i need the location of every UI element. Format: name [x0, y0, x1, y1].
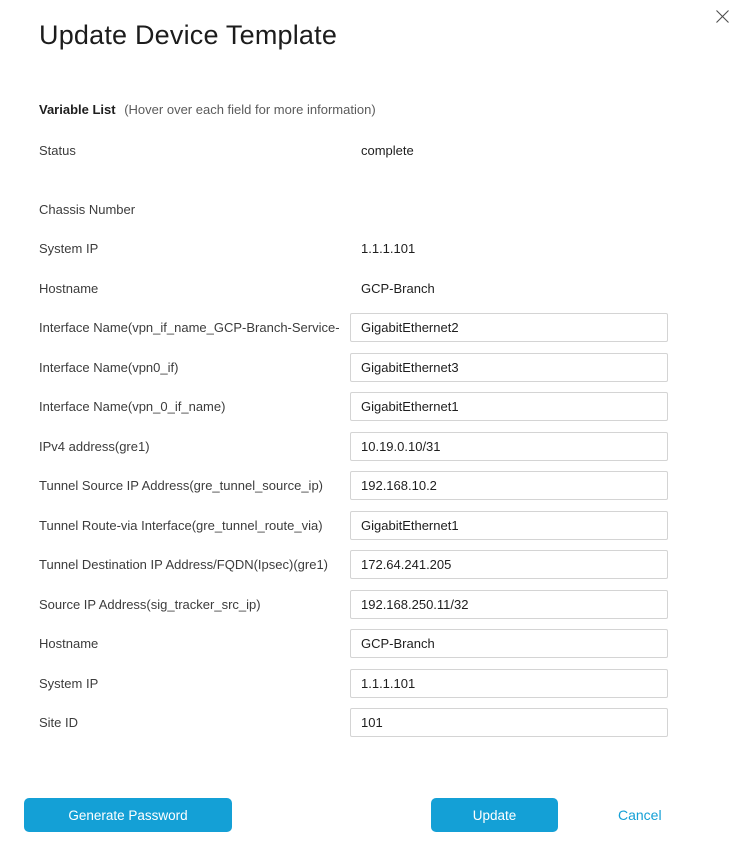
source-ip-address-sig-tracker-src-ip-input[interactable] [350, 590, 668, 619]
field-row-interface-name-vpn-0-if-name [39, 387, 668, 427]
field-row-system-ip [39, 664, 668, 704]
status-value: complete [361, 143, 414, 159]
ipv4-address-gre1-input[interactable] [350, 432, 668, 461]
field-row-interface-name-vpn0-if [39, 348, 668, 388]
tunnel-source-ip-address-gre-tunnel-source-ip-input[interactable] [350, 471, 668, 500]
field-label: Tunnel Source IP Address(gre_tunnel_source_ip) [39, 478, 324, 494]
interface-name-vpn0-if-input[interactable] [350, 353, 668, 382]
field-label: Interface Name(vpn0_if) [39, 359, 179, 375]
field-label: System IP [39, 675, 99, 691]
close-icon [715, 9, 730, 24]
field-row-system-ip [39, 229, 668, 269]
field-row-tunnel-source-ip-address-gre-tunnel-source-ip [39, 466, 668, 506]
field-row-hostname [39, 624, 668, 664]
field-row-ipv4-address-gre1 [39, 427, 668, 467]
interface-name-vpn-0-if-name-input[interactable] [350, 392, 668, 421]
field-row-status [39, 131, 668, 171]
field-row-site-id [39, 703, 668, 743]
field-label: Tunnel Route-via Interface(gre_tunnel_route_via) [39, 517, 323, 533]
generate-password-button[interactable]: Generate Password [24, 798, 232, 832]
cancel-button[interactable]: Cancel [612, 798, 668, 832]
field-row-source-ip-address-sig-tracker-src-ip [39, 585, 668, 625]
field-label: Interface Name(vpn_if_name_GCP-Branch-Service- [39, 320, 340, 336]
hostname-value: GCP-Branch [361, 280, 435, 296]
field-row-hostname [39, 269, 668, 309]
field-row-tunnel-destination-ip-address-fqdn-ipsec-gre1 [39, 545, 668, 585]
variable-list-header [39, 102, 376, 117]
field-label: Source IP Address(sig_tracker_src_ip) [39, 596, 261, 612]
variable-list [39, 131, 668, 743]
field-label: Status [39, 143, 76, 159]
field-label: Site ID [39, 715, 79, 731]
close-button[interactable] [711, 5, 733, 27]
site-id-input[interactable] [350, 708, 668, 737]
field-row-chassis-number [39, 190, 668, 230]
field-label: IPv4 address(gre1) [39, 438, 150, 454]
tunnel-destination-ip-address-fqdn-ipsec-gre1-input[interactable] [350, 550, 668, 579]
system-ip-value: 1.1.1.101 [361, 241, 416, 257]
page-title: Update Device Template [39, 20, 338, 50]
footer-actions [0, 798, 752, 834]
field-label: System IP [39, 241, 99, 257]
variable-list-heading: Variable List [39, 102, 116, 117]
field-label: Hostname [39, 636, 99, 652]
field-label: Chassis Number [39, 201, 136, 217]
field-row-tunnel-route-via-interface-gre-tunnel-route-via [39, 506, 668, 546]
field-label: Hostname [39, 280, 99, 296]
field-label: Interface Name(vpn_0_if_name) [39, 399, 226, 415]
interface-name-vpn-if-name-gcp-branch-service-input[interactable] [350, 313, 668, 342]
hostname-input[interactable] [350, 629, 668, 658]
tunnel-route-via-interface-gre-tunnel-route-via-input[interactable] [350, 511, 668, 540]
update-button[interactable]: Update [431, 798, 558, 832]
field-row-interface-name-vpn-if-name-gcp-branch-service [39, 308, 668, 348]
row-spacer [39, 171, 668, 190]
field-label: Tunnel Destination IP Address/FQDN(Ipsec)(gre1) [39, 557, 329, 573]
variable-list-hint: (Hover over each field for more information) [124, 102, 376, 117]
system-ip-input[interactable] [350, 669, 668, 698]
